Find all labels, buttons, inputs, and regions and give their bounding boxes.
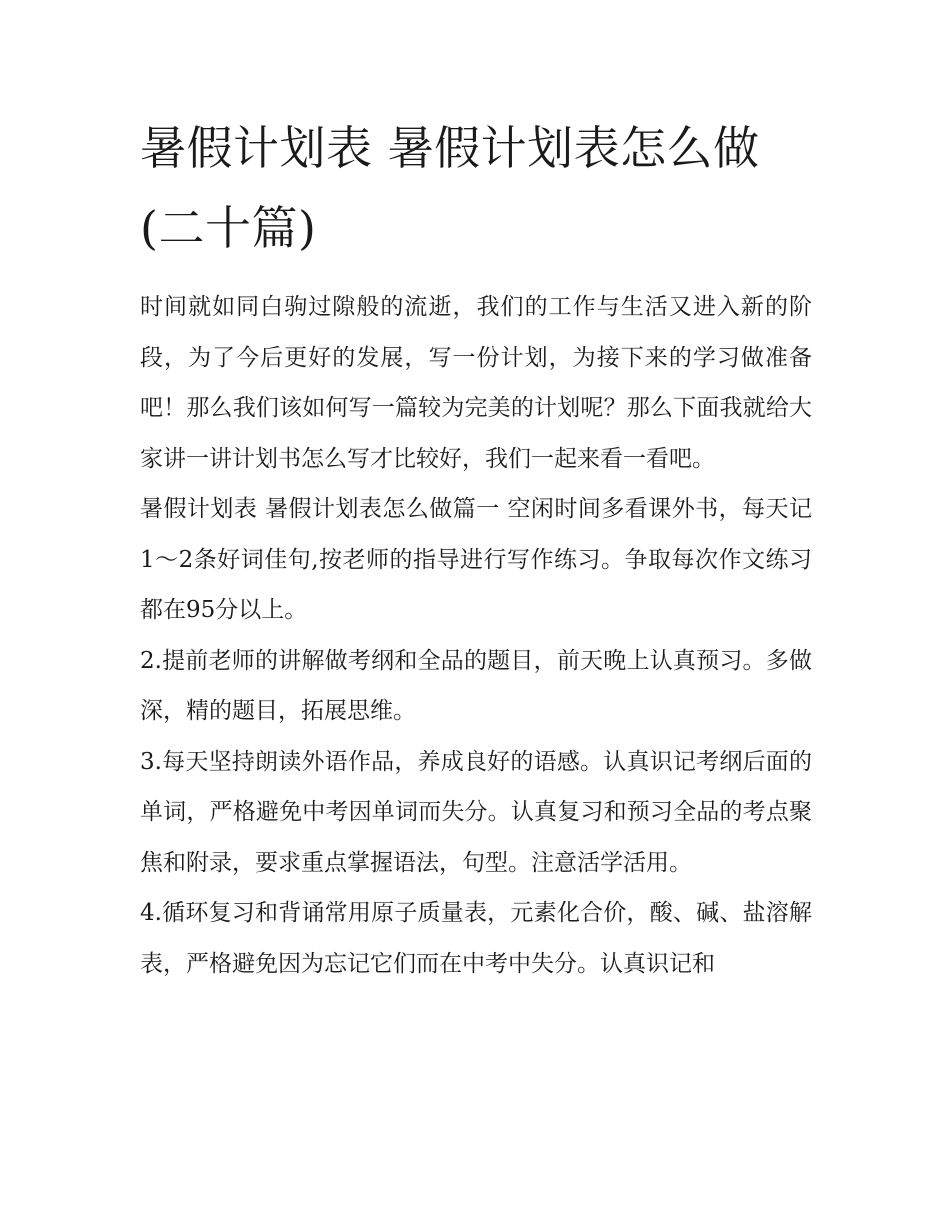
paragraph-intro: 时间就如同白驹过隙般的流逝，我们的工作与生活又进入新的阶段，为了今后更好的发展，写一份计划，为接下来的学习做准备吧！那么我们该如何写一篇较为完美的计划呢？那么下面我就给大家讲一讲计划书怎么写才比较好，我们一起来看一看吧。 (140, 294, 812, 472)
paragraph-plan-2: 2.提前老师的讲解做考纲和全品的题目，前天晚上认真预习。多做深，精的题目，拓展思维。 (140, 647, 812, 724)
document-title: 暑假计划表 暑假计划表怎么做(二十篇) (140, 121, 760, 255)
paragraph-plan-3: 3.每天坚持朗读外语作品，养成良好的语感。认真识记考纲后面的单词，严格避免中考因单词而失分。认真复习和预习全品的考点聚焦和附录，要求重点掌握语法，句型。注意活学活用。 (140, 748, 812, 876)
document-body (140, 108, 812, 989)
paragraph-plan-4: 4.循环复习和背诵常用原子质量表，元素化合价，酸、碱、盐溶解表，严格避免因为忘记它们而在中考中失分。认真识记和 (140, 900, 812, 977)
paragraph-plan-1: 暑假计划表 暑假计划表怎么做篇一 空闲时间多看课外书，每天记1～2条好词佳句,按老师的指导进行写作练习。争取每次作文练习都在95分以上。 (140, 496, 812, 623)
